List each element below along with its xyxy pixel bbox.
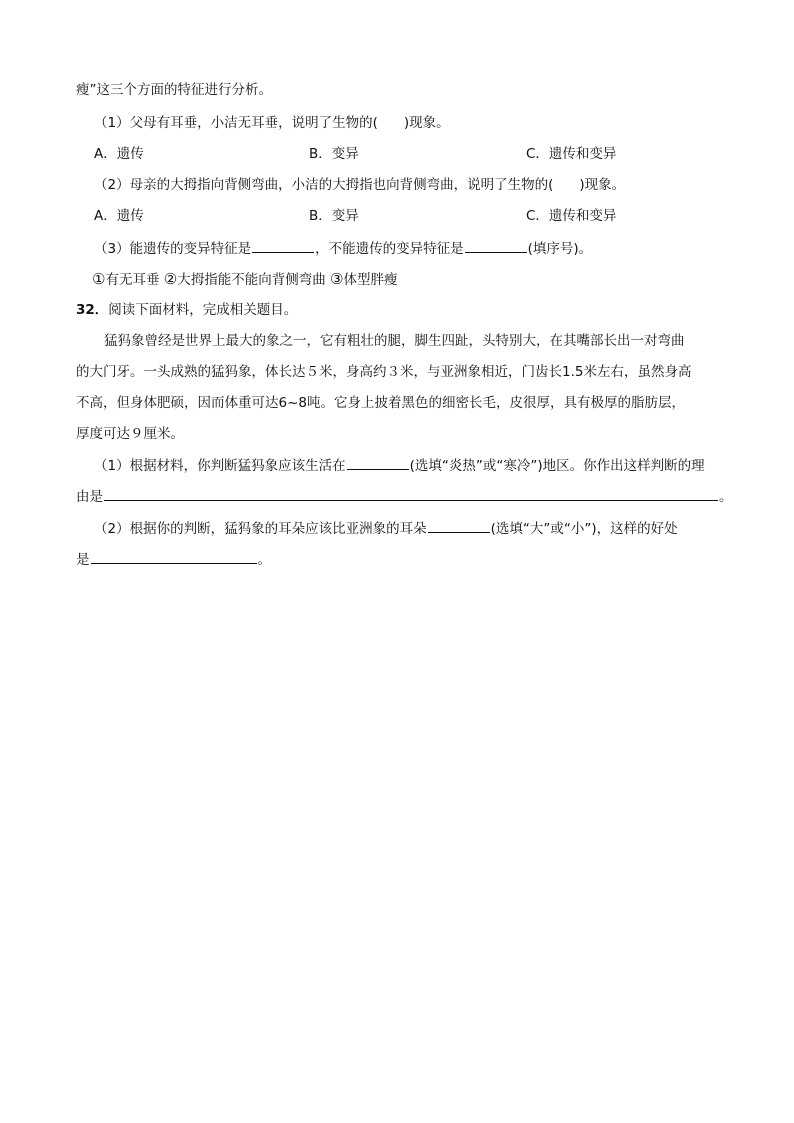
answer-blank[interactable] bbox=[428, 518, 490, 533]
q31-sub3-text-2: ，不能遗传的变异特征是 bbox=[315, 241, 464, 257]
choice-number-2: ② bbox=[163, 270, 178, 288]
q32-sub2-text-3: 是 bbox=[76, 552, 90, 568]
passage-line-4: 厚度可达９厘米。 bbox=[76, 426, 184, 442]
q31-sub2 bbox=[94, 175, 625, 195]
q31-intro-text: 瘦”这三个方面的特征进行分析。 bbox=[76, 82, 272, 98]
answer-blank-long[interactable] bbox=[91, 549, 257, 564]
q31-intro-tail bbox=[76, 80, 272, 100]
q32-instruction: 阅读下面材料，完成相关题目。 bbox=[108, 302, 298, 318]
q31-sub2-option-b[interactable]: B．变异 bbox=[309, 208, 359, 224]
choice-text-2: 大拇指能不能向背侧弯曲 bbox=[177, 272, 326, 288]
q31-sub3-text-3: (填序号)。 bbox=[527, 241, 593, 257]
q32-sub1-text-3: 由是 bbox=[76, 489, 103, 505]
answer-blank[interactable] bbox=[465, 238, 527, 253]
q32-sub2-text-4: 。 bbox=[257, 552, 271, 568]
choice-text-3: 体型胖瘦 bbox=[343, 272, 398, 288]
q31-sub1-after: )现象。 bbox=[403, 115, 450, 131]
passage-line-2: 的大门牙。一头成熟的猛犸象，体长达５米，身高约３米，与亚洲象相近，门齿长1.5米左右，虽然身高 bbox=[76, 364, 692, 380]
q31-sub1-before: （1）父母有耳垂，小洁无耳垂，说明了生物的( bbox=[94, 115, 378, 131]
choice-number-3: ③ bbox=[330, 270, 344, 288]
q31-sub1-option-b[interactable]: B．变异 bbox=[309, 146, 359, 162]
q32-sub2-line-1 bbox=[94, 518, 678, 539]
q31-sub1-option-c[interactable]: C．遗传和变异 bbox=[526, 146, 617, 162]
answer-blank-long[interactable] bbox=[104, 486, 718, 501]
q32-sub2-text-2: (选填“大”或“小”)，这样的好处 bbox=[490, 521, 678, 537]
choice-text-1: 有无耳垂 bbox=[105, 272, 160, 288]
q31-sub1 bbox=[94, 113, 450, 133]
answer-blank[interactable] bbox=[347, 455, 409, 470]
answer-blank[interactable] bbox=[252, 238, 314, 253]
q32-sub1-text-2: (选填“炎热”或“寒冷”)地区。你作出这样判断的理 bbox=[409, 458, 705, 474]
q31-sub3-text-1: （3）能遗传的变异特征是 bbox=[94, 241, 252, 257]
question-number: 32． bbox=[76, 302, 109, 318]
passage-line-1: 猛犸象曾经是世界上最大的象之一，它有粗壮的腿，脚生四趾，头特别大，在其嘴部长出一对弯曲 bbox=[104, 333, 685, 349]
q32-sub1-text-4: 。 bbox=[719, 489, 733, 505]
q31-sub1-option-a[interactable]: A．遗传 bbox=[94, 146, 144, 162]
q32-sub1-line-1 bbox=[94, 455, 705, 476]
q32-sub2-text-1: （2）根据你的判断，猛犸象的耳朵应该比亚洲象的耳朵 bbox=[94, 521, 427, 537]
q31-sub2-option-a[interactable]: A．遗传 bbox=[94, 208, 144, 224]
q31-sub2-before: （2）母亲的大拇指向背侧弯曲，小洁的大拇指也向背侧弯曲，说明了生物的( bbox=[94, 177, 554, 193]
q32-sub1-line-2 bbox=[76, 486, 733, 507]
choice-number-1: ① bbox=[92, 270, 106, 288]
q32-sub1-text-1: （1）根据材料，你判断猛犸象应该生活在 bbox=[94, 458, 346, 474]
q31-sub3 bbox=[94, 238, 592, 259]
q31-choice-list bbox=[92, 269, 397, 290]
passage-line-3: 不高，但身体肥硕，因而体重可达6~8吨。它身上披着黑色的细密长毛，皮很厚，具有极厚的脂肪层， bbox=[76, 395, 685, 411]
q31-sub2-option-c[interactable]: C．遗传和变异 bbox=[526, 208, 617, 224]
q32-sub2-line-2 bbox=[76, 549, 271, 570]
q31-sub2-after: )现象。 bbox=[579, 177, 626, 193]
q32-heading bbox=[76, 300, 297, 320]
